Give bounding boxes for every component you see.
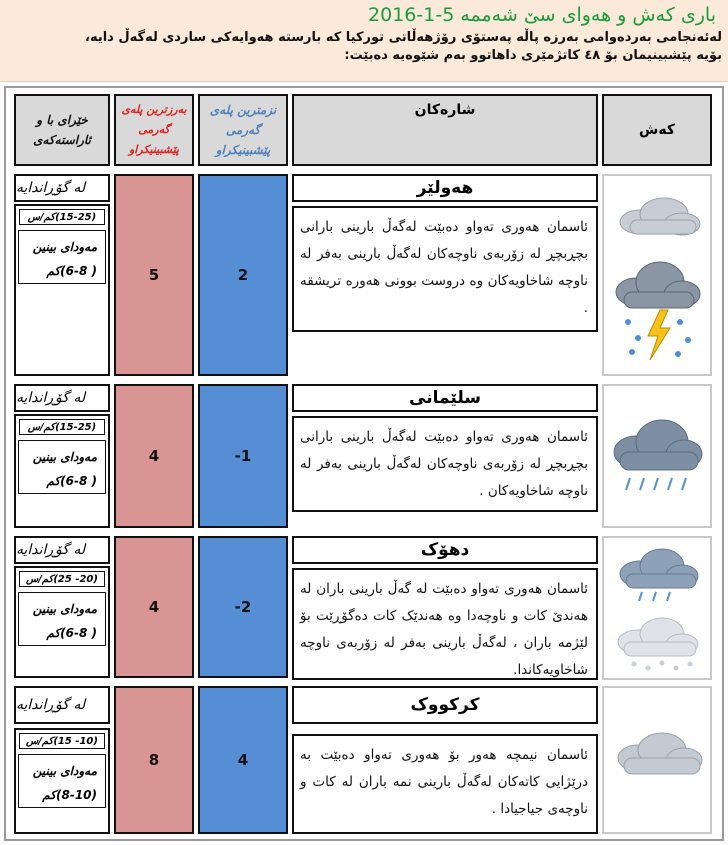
max-temp: 4 <box>114 536 194 678</box>
visibility: مەودای بینین ( 6-8)کم <box>18 440 106 494</box>
header-cities: شارەکان <box>292 94 598 166</box>
wind-state: لە گۆڕاندایە <box>14 686 110 724</box>
rain-cloud-icon <box>602 536 712 608</box>
page-header <box>0 0 728 82</box>
max-temp: 5 <box>114 174 194 376</box>
header-min-temp: نزمترین پلەی گەرمی پێشبینیکراو <box>198 94 288 166</box>
max-temp: 4 <box>114 384 194 528</box>
thunderstorm-icon <box>602 252 712 376</box>
visibility: مەودای بینین (8-10)کم <box>18 754 106 808</box>
wind-speed: (15-25)کم/س <box>19 209 105 225</box>
page-title: باری کەش و هەوای سێ شەممە 5-1-2016 <box>368 4 716 26</box>
wind-state: لە گۆڕاندایە <box>14 536 110 564</box>
max-temp: 8 <box>114 686 194 834</box>
forecast-table <box>4 86 724 841</box>
snow-icon <box>602 608 712 680</box>
min-temp: -1 <box>198 384 288 528</box>
city-name: سلێمانی <box>292 384 598 412</box>
min-temp: -2 <box>198 536 288 678</box>
wind-state: لە گۆڕاندایە <box>14 174 110 202</box>
visibility-range: ( 6-8)کم <box>46 626 97 640</box>
wind-speed: (15-25)کم/س <box>19 419 105 435</box>
visibility: مەودای بینین ( 6-8)کم <box>18 230 106 284</box>
rain-icon <box>602 384 712 528</box>
forecast-description: ئاسمان هەوری تەواو دەبێت لەگەڵ بارینی بارانی بچڕبچڕ لە زۆربەی ناوچەکان لەگەڵ بارینی بەفر لە ناوچە شاخاویەکان . <box>292 416 598 512</box>
min-temp: 2 <box>198 174 288 376</box>
header-wind: خێرای با و ئاراستەکەی <box>14 94 110 166</box>
wind-cell <box>14 414 110 528</box>
wind-cell <box>14 204 110 376</box>
forecast-description: ئاسمان نیمچە هەور بۆ هەوری تەواو دەبێت بە درێژایی کاتەکان لەگەڵ بارینی نمە باران لە کات و ناوچەی جیاجیادا . <box>292 734 598 834</box>
city-name: کرکووک <box>292 686 598 724</box>
wind-speed: (10- 15)کم/س <box>19 733 105 749</box>
synopsis-line-2: بۆیە پێشبینیمان بۆ ٤٨ کاتژمێری داهاتوو بەم شێوەیە دەبێت: <box>344 48 722 63</box>
city-name: هەولێر <box>292 174 598 202</box>
visibility-range: ( 6-8)کم <box>46 264 97 278</box>
wind-cell <box>14 566 110 678</box>
cloud-icon <box>602 174 712 252</box>
header-max-temp: بەرزترین پلەی گەرمی پێشبینیکراو <box>114 94 194 166</box>
city-name: دهۆک <box>292 536 598 564</box>
wind-state: لە گۆڕاندایە <box>14 384 110 412</box>
visibility: مەودای بینین ( 6-8)کم <box>18 592 106 646</box>
cloud-icon <box>602 686 712 834</box>
wind-speed: (20- 25)کم/س <box>19 571 105 587</box>
visibility-range: (8-10)کم <box>42 788 97 802</box>
forecast-description: ئاسمان هەوری تەواو دەبێت لەگەڵ بارینی بارانی بچڕبچڕ لە زۆربەی ناوچەکان لەگەڵ بارینی بەفر لە ناوچە شاخاویەکان وە دروست بوونی هەورە تریشقە . <box>292 206 598 332</box>
synopsis-line-1: لەئەنجامی بەردەوامی بەرزە پاڵە پەستۆی رۆژهەڵاتی تورکیا کە بارستە هەوایەکی ساردی لەگەڵ دایە، <box>85 30 722 45</box>
visibility-range: ( 6-8)کم <box>46 474 97 488</box>
header-weather: کەش <box>602 94 712 166</box>
min-temp: 4 <box>198 686 288 834</box>
forecast-description: ئاسمان هەوری تەواو دەبێت لە گەڵ بارینی باران لە هەندێ کات و ناوچەدا وە هەندێک کات دەگۆڕێت بۆ لێژمە باران ، لەگەڵ بارینی بەفر لە زۆربەی ناوچە شاخاویەکاندا. <box>292 568 598 680</box>
wind-cell <box>14 728 110 834</box>
